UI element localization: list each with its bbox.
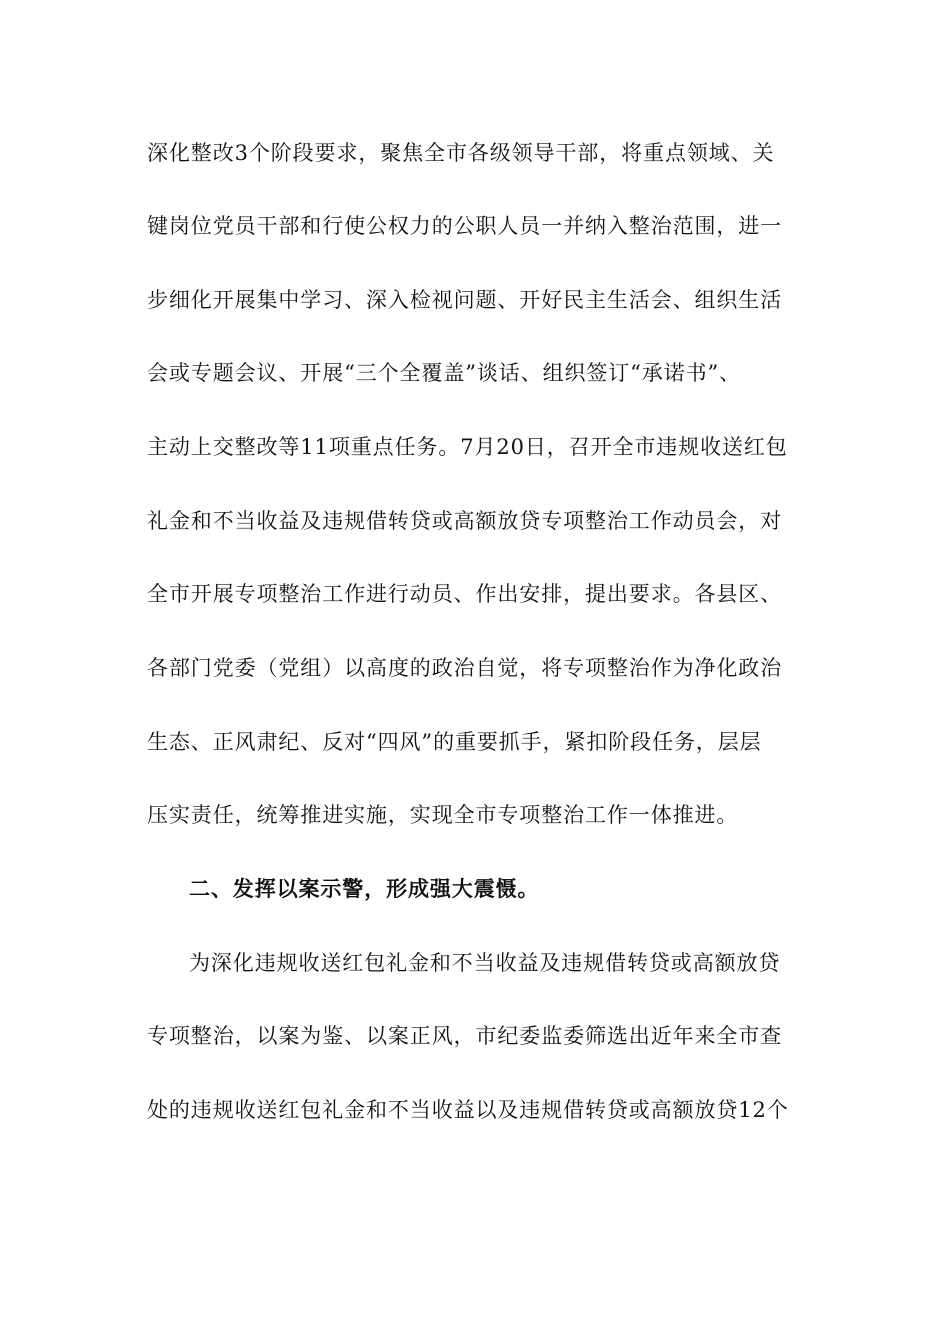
paragraph-1-line-6: 礼金和不当收益及违规借转贷或高额放贷专项整治工作动员会，对 [147, 509, 783, 533]
paragraph-1-line-10: 压实责任，统筹推进实施，实现全市专项整治工作一体推进。 [147, 803, 739, 827]
paragraph-2-line-3: 处的违规收送红包礼金和不当收益以及违规借转贷或高额放贷12个 [147, 1098, 789, 1122]
paragraph-1-line-4: 会或专题会议、开展“三个全覆盖”谈话、组织签订“承诺书”、 [147, 361, 742, 385]
paragraph-2-line-1: 为深化违规收送红包礼金和不当收益及违规借转贷或高额放贷 [189, 951, 781, 975]
paragraph-1-line-2: 键岗位党员干部和行使公权力的公职人员一并纳入整治范围，进一 [147, 214, 783, 238]
paragraph-1-line-1: 深化整改3个阶段要求，聚焦全市各级领导干部，将重点领域、关 [147, 141, 775, 165]
paragraph-1-line-9: 生态、正风肃纪、反对“四风”的重要抓手，紧扣阶段任务，层层 [147, 730, 762, 754]
paragraph-1-line-7: 全市开展专项整治工作进行动员、作出安排，提出要求。各县区、 [147, 582, 783, 606]
paragraph-2-line-2: 专项整治，以案为鉴、以案正风，市纪委监委筛选出近年来全市查 [147, 1024, 783, 1048]
paragraph-1-line-3: 步细化开展集中学习、深入检视问题、开好民主生活会、组织生活 [147, 288, 783, 312]
section-heading: 二、发挥以案示警，形成强大震慑。 [189, 877, 540, 901]
paragraph-1-line-8: 各部门党委（党组）以高度的政治自觉，将专项整治作为净化政治 [147, 656, 783, 680]
paragraph-1-line-5: 主动上交整改等11项重点任务。7月20日，召开全市违规收送红包 [147, 435, 788, 459]
